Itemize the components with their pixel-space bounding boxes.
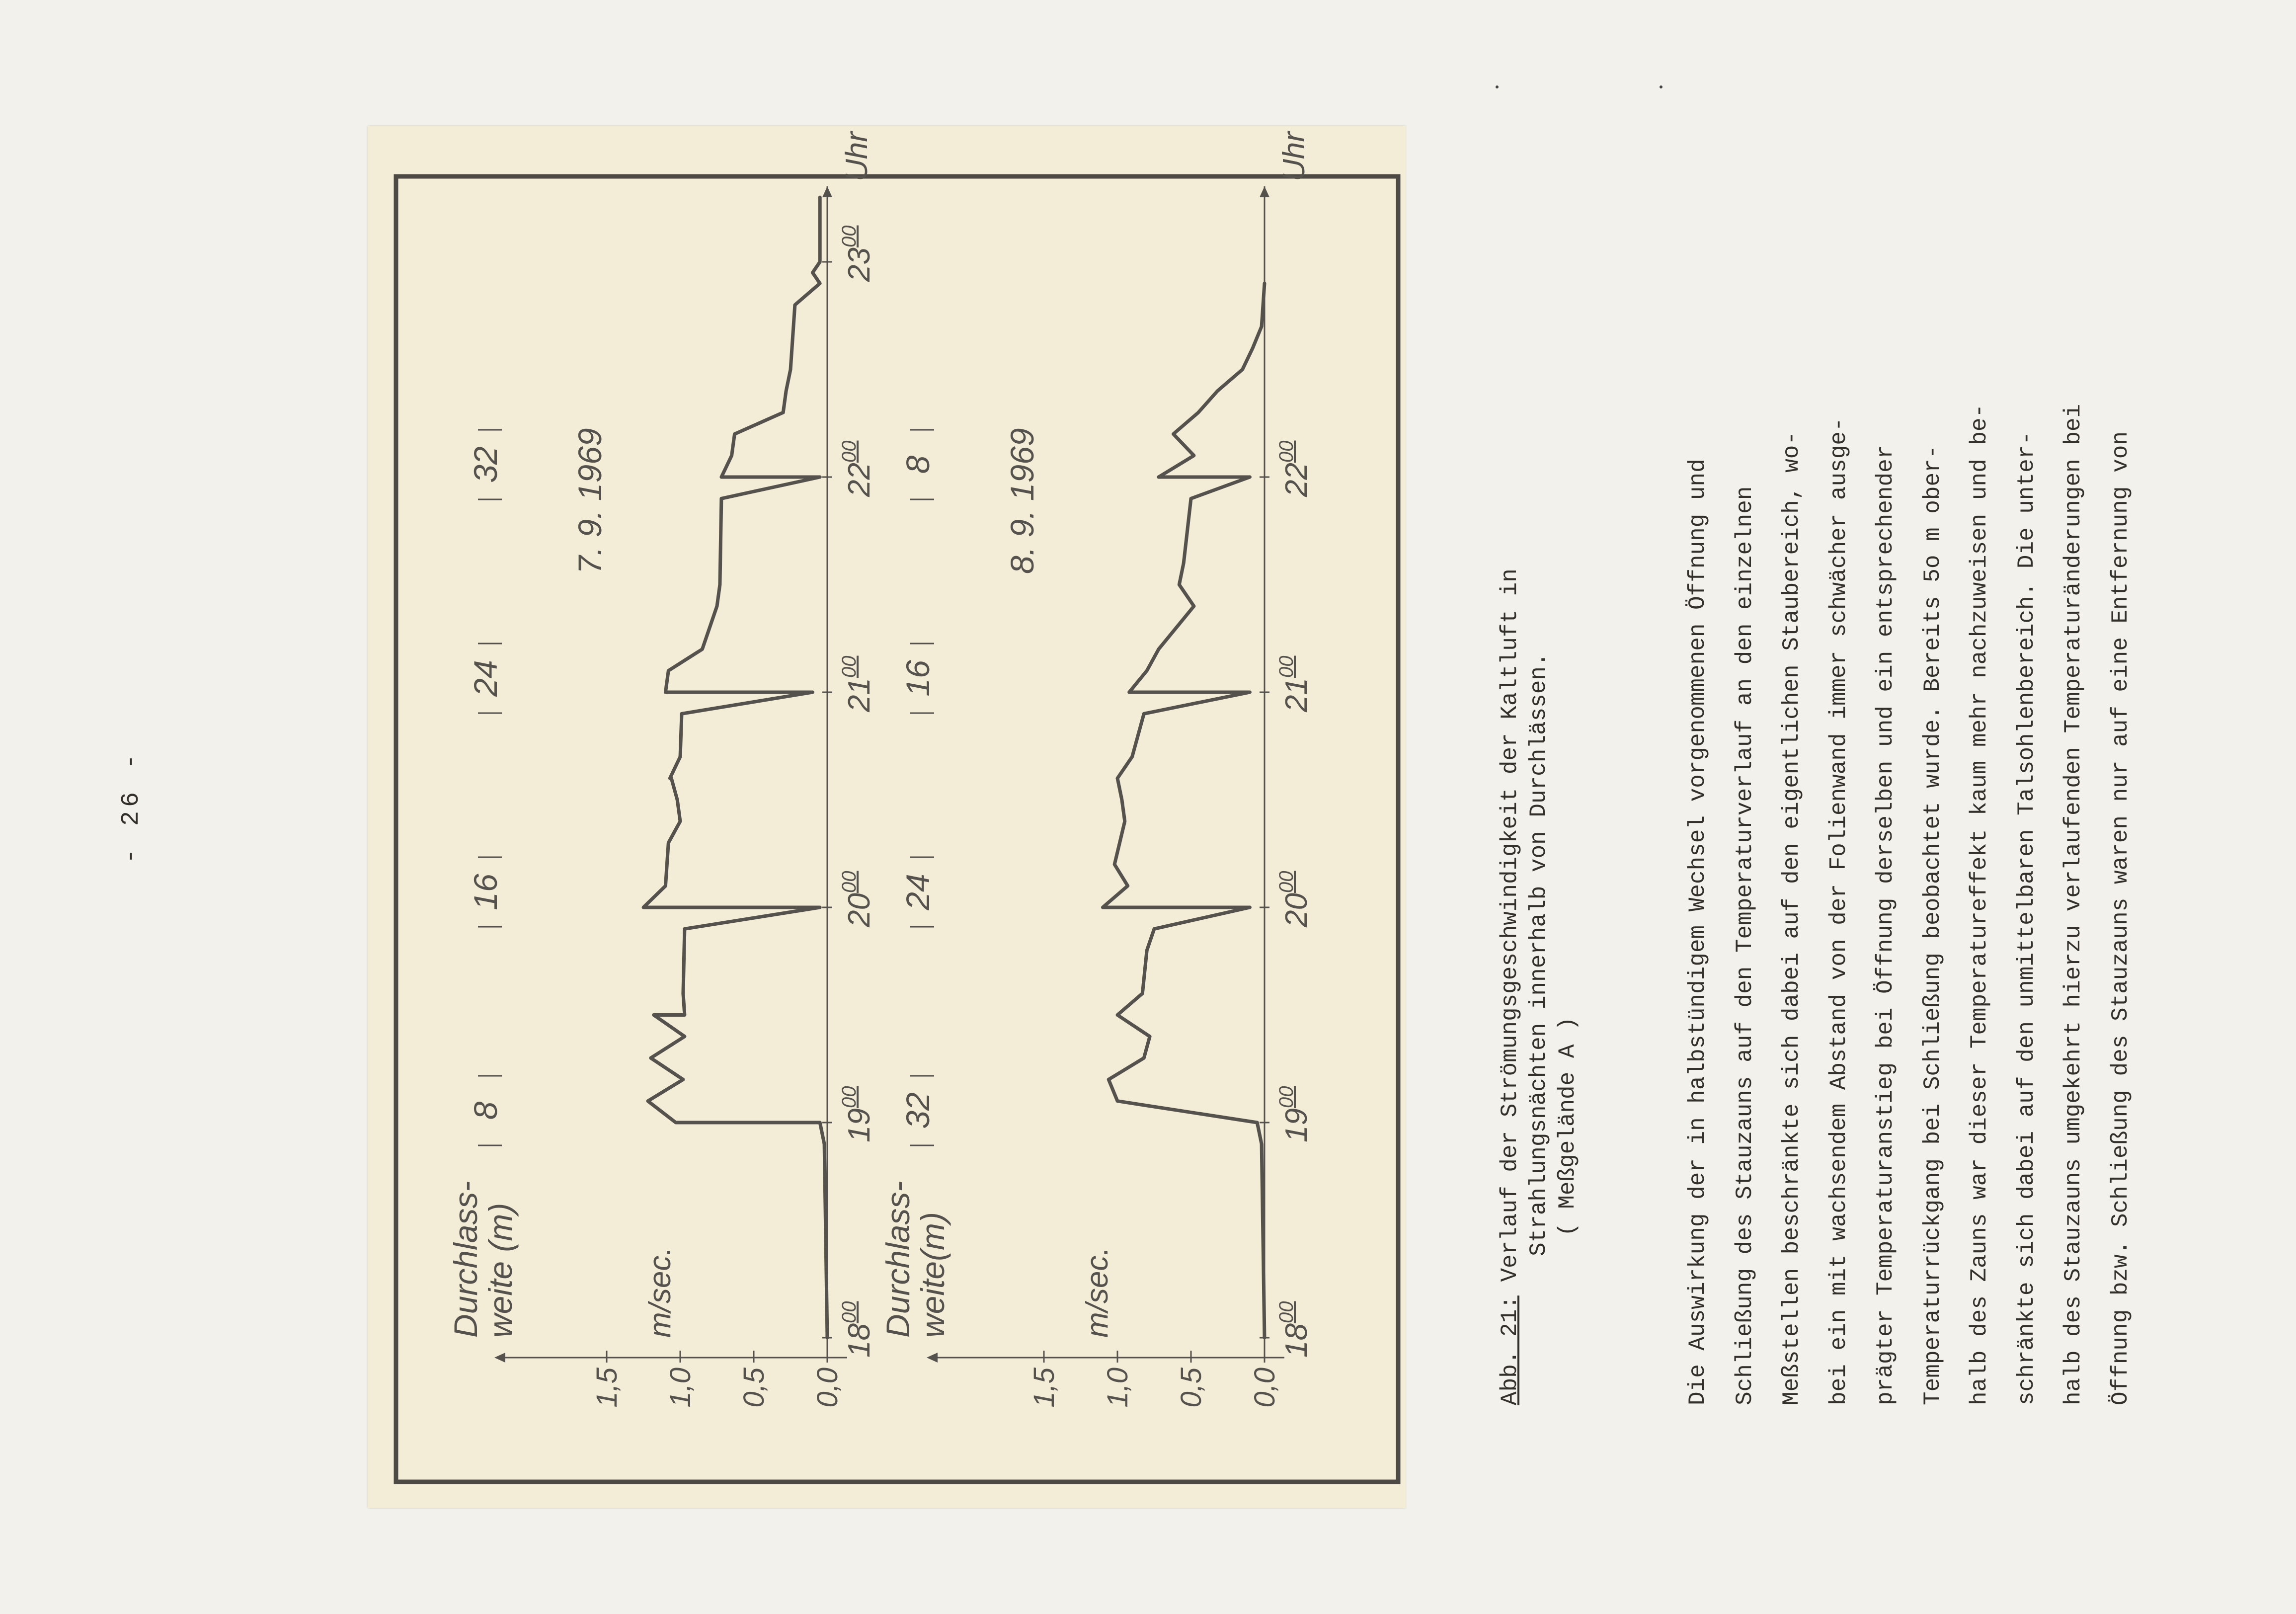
body-line: Temperaturrückgang bei Schließung beobachtet wurde. Bereits 5o m ober- [1919, 445, 1946, 1405]
body-line: schränkte sich dabei auf den unmittelbaren Talsohlenbereich. Die unter- [2013, 431, 2040, 1405]
body-line: Meßstellen beschränkte sich dabei auf den eigentlichen Staubereich, wo- [1779, 431, 1805, 1405]
opening-label: 8 [899, 455, 936, 474]
y-tick-label: 0,5 [1175, 1368, 1207, 1408]
chart-figure [368, 126, 1406, 1508]
caption-line-2: Strahlungsnächten innerhalb von Durchlässen. [1526, 652, 1552, 1256]
opening-label: 32 [467, 446, 504, 483]
opening-label: 16 [467, 874, 504, 910]
margin-mark [1496, 85, 1499, 88]
caption-line-3: ( Meßgelände A ) [1555, 1017, 1581, 1236]
x-tick-label: $22^{00}$ [1275, 440, 1314, 497]
chart-date: 8. 9. 1969 [1004, 428, 1040, 574]
opening-label: 24 [899, 874, 936, 910]
y-unit-label: m/sec. [643, 1247, 677, 1338]
body-line: Die Auswirkung der in halbstündigem Wechsel vorgenommenen Öffnung und [1685, 459, 1711, 1405]
page-number: - 26 - [117, 750, 146, 864]
body-line: prägter Temperaturanstieg bei Öffnung derselben und ein entsprechender [1873, 445, 1899, 1405]
figure-photo [368, 126, 1406, 1508]
x-tick-label: $18^{00}$ [1275, 1301, 1314, 1358]
x-tick-label: $20^{00}$ [1275, 871, 1314, 927]
durchlass-label: weite (m) [482, 1203, 519, 1338]
chart-1 [447, 131, 876, 1408]
body-line: halb des Stauzauns umgekehrt hierzu verlaufenden Temperaturänderungen bei [2060, 404, 2086, 1405]
y-tick-label: 1,5 [591, 1368, 623, 1408]
body-text [1674, 64, 2144, 1405]
body-line: halb des Zauns war dieser Temperatureffekt kaum mehr nachzuweisen und be- [1967, 404, 1992, 1405]
y-tick-label: 0,0 [811, 1368, 844, 1408]
x-axis-arrow [1260, 186, 1269, 197]
y-tick-label: 0,5 [738, 1368, 770, 1408]
x-tick-label: $18^{00}$ [838, 1301, 876, 1358]
durchlass-label: Durchlass- [447, 1181, 484, 1338]
y-axis-arrow [927, 1353, 938, 1363]
y-tick-label: 1,0 [1102, 1368, 1134, 1408]
y-tick-label: 1,0 [664, 1368, 697, 1408]
x-unit-label: Uhr [1277, 132, 1311, 181]
body-line: Öffnung bzw. Schließung des Stauzauns waren nur auf eine Entfernung von [2107, 431, 2134, 1405]
durchlass-label: weite(m) [914, 1211, 951, 1338]
figure-caption [1496, 113, 1582, 1405]
y-axis-arrow [494, 1353, 505, 1363]
opening-label: 32 [899, 1092, 936, 1129]
body-line: bei ein mit wachsendem Abstand von der Folienwand immer schwächer ausge- [1825, 417, 1852, 1405]
margin-mark [1660, 85, 1663, 88]
y-tick-label: 0,0 [1249, 1368, 1281, 1408]
charts-group [447, 131, 1314, 1408]
body-line: Schließung des Stauzauns auf den Temperaturverlauf an den einzelnen [1732, 486, 1758, 1405]
caption-line-1: Verlauf der Strömungsgeschwindigkeit der Kaltluft in [1497, 568, 1523, 1282]
y-tick-label: 1,5 [1028, 1368, 1060, 1408]
y-unit-label: m/sec. [1080, 1247, 1114, 1338]
series-line [643, 197, 827, 1338]
opening-label: 24 [467, 660, 504, 697]
opening-label: 16 [899, 660, 936, 697]
chart-2 [879, 131, 1314, 1408]
caption-label: Abb. 21: [1497, 1295, 1523, 1405]
x-tick-label: $21^{00}$ [838, 655, 876, 712]
x-tick-label: $19^{00}$ [1275, 1086, 1314, 1142]
series-line [1103, 283, 1265, 1338]
durchlass-label: Durchlass- [879, 1181, 916, 1338]
x-axis-arrow [822, 186, 832, 197]
x-tick-label: $19^{00}$ [838, 1086, 876, 1142]
x-tick-label: $20^{00}$ [838, 871, 876, 927]
opening-label: 8 [467, 1101, 504, 1120]
chart-date: 7. 9. 1969 [571, 428, 608, 574]
x-tick-label: $22^{00}$ [838, 440, 876, 497]
x-tick-label: $21^{00}$ [1275, 655, 1314, 712]
x-unit-label: Uhr [840, 132, 874, 181]
x-tick-label: $23^{00}$ [838, 225, 876, 282]
